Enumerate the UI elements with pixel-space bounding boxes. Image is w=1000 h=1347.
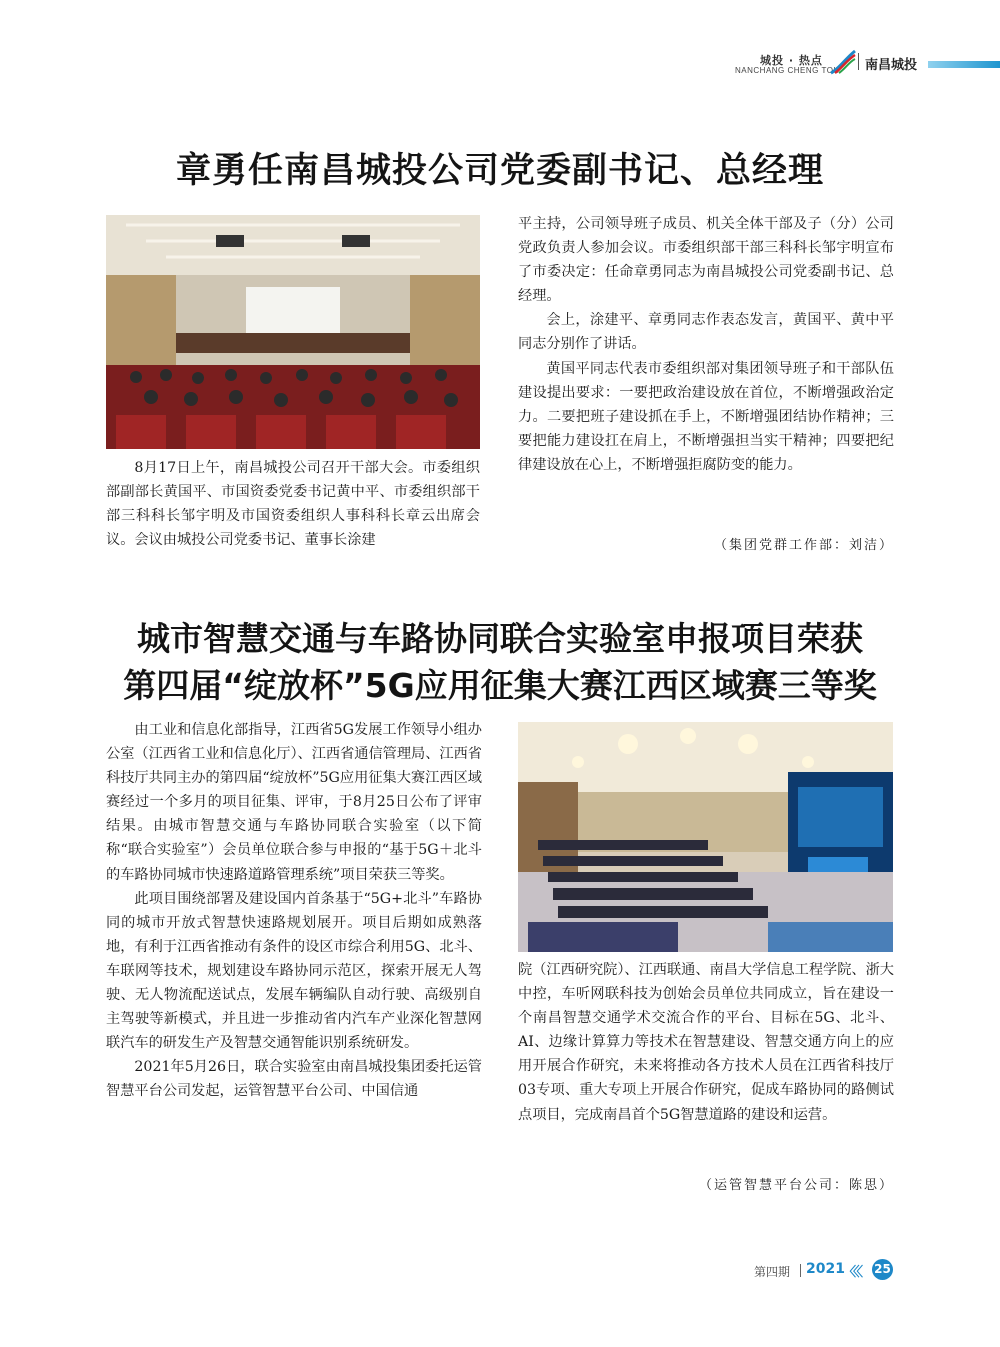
meeting-photo (106, 215, 480, 449)
page-number: 25 (872, 1259, 893, 1280)
article1-right-column (518, 212, 894, 477)
article2-paragraph: 由工业和信息化部指导，江西省5G发展工作领导小组办公室（江西省工业和信息化厅）、江西省通信管理局、江西省科技厅共同主办的第四届“绽放杯”5G应用征集大赛江西区域赛经过一个多月的项目征集、评审，于8月25日公布了评审结果。由城市智慧交通与车路协同联合实验室（以下简称“联合实验室”）会员单位联合参与申报的“基于5G＋北斗的车路协同城市快速路道路管理系统”项目荣获三等奖。 (106, 722, 482, 883)
year-label: 2021 (806, 1261, 845, 1277)
article2-left-column (106, 718, 482, 1104)
conference-photo (518, 722, 893, 952)
header-accent-bar (928, 61, 1000, 68)
article2-paragraph: 此项目围绕部署及建设国内首条基于“5G+北斗”车路协同的城市开放式智慧快速路规划展开。项目后期如成熟落地，有利于江西省推动有条件的设区市综合利用5G、北斗、车联网等技术，规划建设车路协同示范区，探索开展无人驾驶、无人物流配送试点，发展车辆编队自动行驶、高级别自主驾驶等新模式，并且进一步推动省内汽车产业深化智慧网联汽车的研发生产及智慧交通智能识别系统研发。 (106, 890, 482, 1052)
section-label-en: NANCHANG CHENG TOU (735, 66, 840, 75)
article1-paragraph: 黄国平同志代表市委组织部对集团领导班子和干部队伍建设提出要求：一要把政治建设放在首位，不断增强政治定力。二要把班子建设抓在手上，不断增强团结协作精神；三要把能力建设扛在肩上，不断增强担当实干精神；四要把纪律建设放在心上，不断增强拒腐防变的能力。 (518, 360, 894, 473)
article2-paragraph: 2021年5月26日，联合实验室由南昌城投集团委托运管智慧平台公司发起，运管智慧平台公司、中国信通 (106, 1059, 482, 1100)
article2-right-text: 院（江西研究院）、江西联通、南昌大学信息工程学院、浙大中控，车听网联科技为创始会员单位共同成立，旨在建设一个南昌智慧交通学术交流合作的平台、目标在5G、北斗、AI、边缘计算算力等技术在智慧建设、智慧交通方向上的应用开展合作研究，未来将推动各方技术人员在江西省科技厅03专项、重大专项上开展合作研究，促成车路协同的路侧试点项目，完成南昌首个5G智慧道路的建设和运营。 (518, 962, 894, 1123)
chevrons-left-icon: 〈〈〈 (843, 1265, 861, 1280)
header-divider (858, 53, 859, 70)
article1-paragraph: 平主持，公司领导班子成员、机关全体干部及子（分）公司党政负责人参加会议。市委组织部干部三科科长邹宇明宣布了市委决定：任命章勇同志为南昌城投公司党委副书记、总经理。 (518, 216, 894, 305)
article2-credit: （运管智慧平台公司：陈思） (698, 1178, 894, 1193)
footer-divider (800, 1264, 801, 1277)
brand-logo-icon (829, 49, 857, 75)
article2-title-line2: 第四届“绽放杯”5G应用征集大赛江西区域赛三等奖 (123, 666, 877, 705)
article2-title-line1: 城市智慧交通与车路协同联合实验室申报项目荣获 (137, 619, 863, 658)
issue-label: 第四期 (754, 1265, 791, 1279)
section-label: 城投 · 热点 (760, 54, 823, 67)
article1-title: 章勇任南昌城投公司党委副书记、总经理 (175, 151, 824, 191)
article1-credit: （集团党群工作部：刘洁） (713, 538, 894, 553)
article1-left-text: 8月17日上午，南昌城投公司召开干部大会。市委组织部副部长黄国平、市国资委党委书记黄中平、市委组织部干部三科科长邹宇明及市国资委组织人事科科长章云出席会议。会议由城投公司党委书记、董事长涂建 (106, 460, 480, 549)
article1-paragraph: 会上，涂建平、章勇同志作表态发言，黄国平、黄中平同志分别作了讲话。 (518, 312, 894, 353)
brand-name: 南昌城投 (865, 58, 918, 73)
